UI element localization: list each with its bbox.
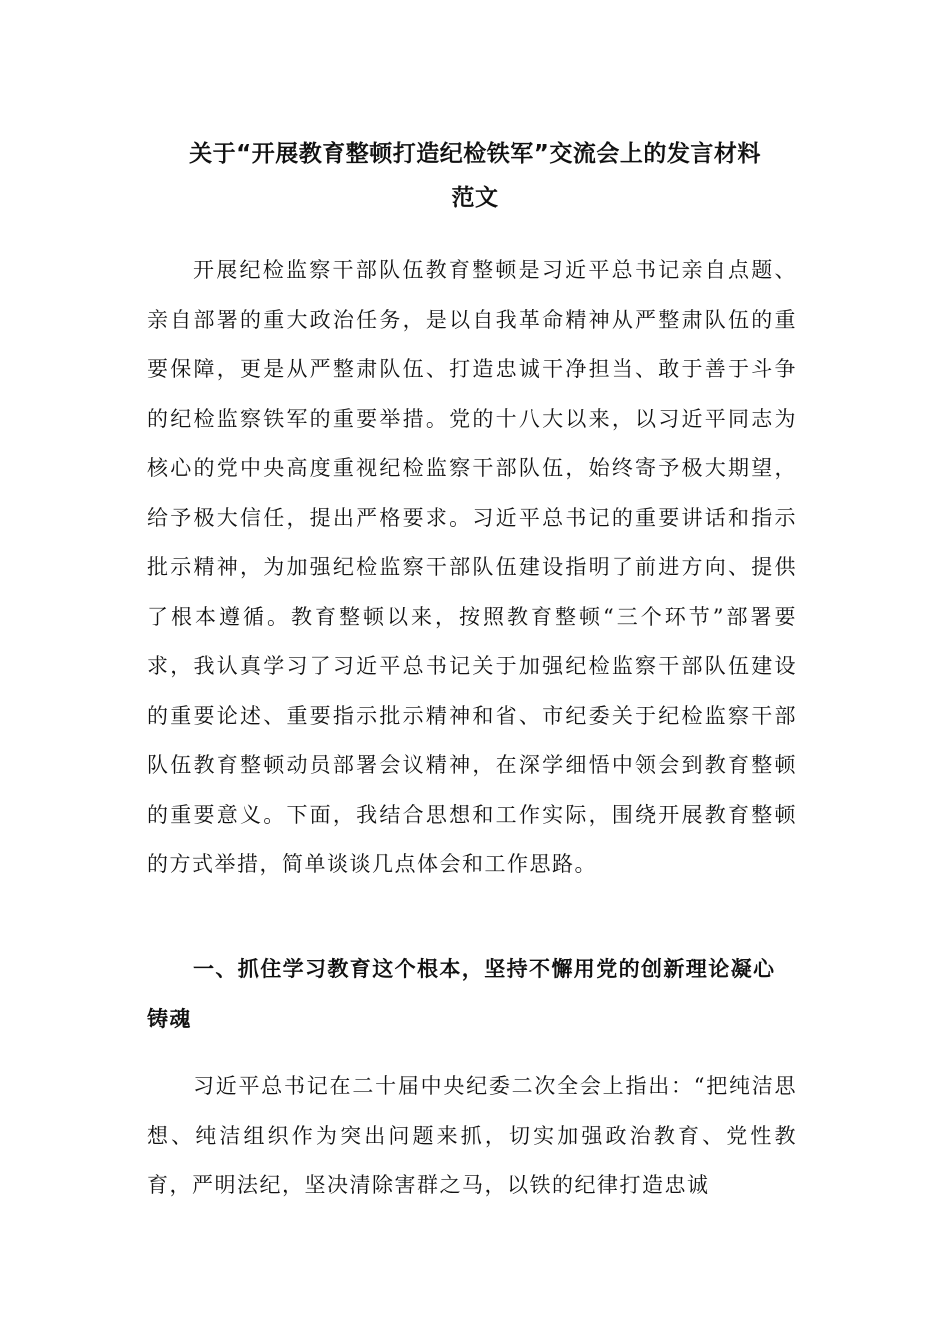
section-1-paragraph: 习近平总书记在二十届中央纪委二次全会上指出：“把纯洁思想、纯洁组织作为突出问题来抓，切实加强政治教育、党性教育，严明法纪，坚决清除害群之马，以铁的纪律打造忠诚	[147, 1074, 797, 1197]
document-title	[145, 132, 805, 220]
document-title-line-2: 范文	[451, 185, 499, 211]
document-title-line-1: 关于“开展教育整顿打造纪检铁军”交流会上的发言材料	[189, 141, 761, 167]
section-heading-1: 一、抓住学习教育这个根本，坚持不懈用党的创新理论凝心铸魂	[147, 957, 776, 1031]
intro-paragraph: 开展纪检监察干部队伍教育整顿是习近平总书记亲自点题、亲自部署的重大政治任务，是以自我革命精神从严整肃队伍的重要保障，更是从严整肃队伍、打造忠诚干净担当、敢于善于斗争的纪检监察铁军的重要举措。党的十八大以来，以习近平同志为核心的党中央高度重视纪检监察干部队伍，始终寄予极大期望，给予极大信任，提出严格要求。习近平总书记的重要讲话和指示批示精神，为加强纪检监察干部队伍建设指明了前进方向、提供了根本遵循。教育整顿以来，按照教育整顿“三个环节”部署要求，我认真学习了习近平总书记关于加强纪检监察干部队伍建设的重要论述、重要指示批示精神和省、市纪委关于纪检监察干部队伍教育整顿动员部署会议精神，在深学细悟中领会到教育整顿的重要意义。下面，我结合思想和工作实际，围绕开展教育整顿的方式举措，简单谈谈几点体会和工作思路。	[147, 258, 797, 876]
